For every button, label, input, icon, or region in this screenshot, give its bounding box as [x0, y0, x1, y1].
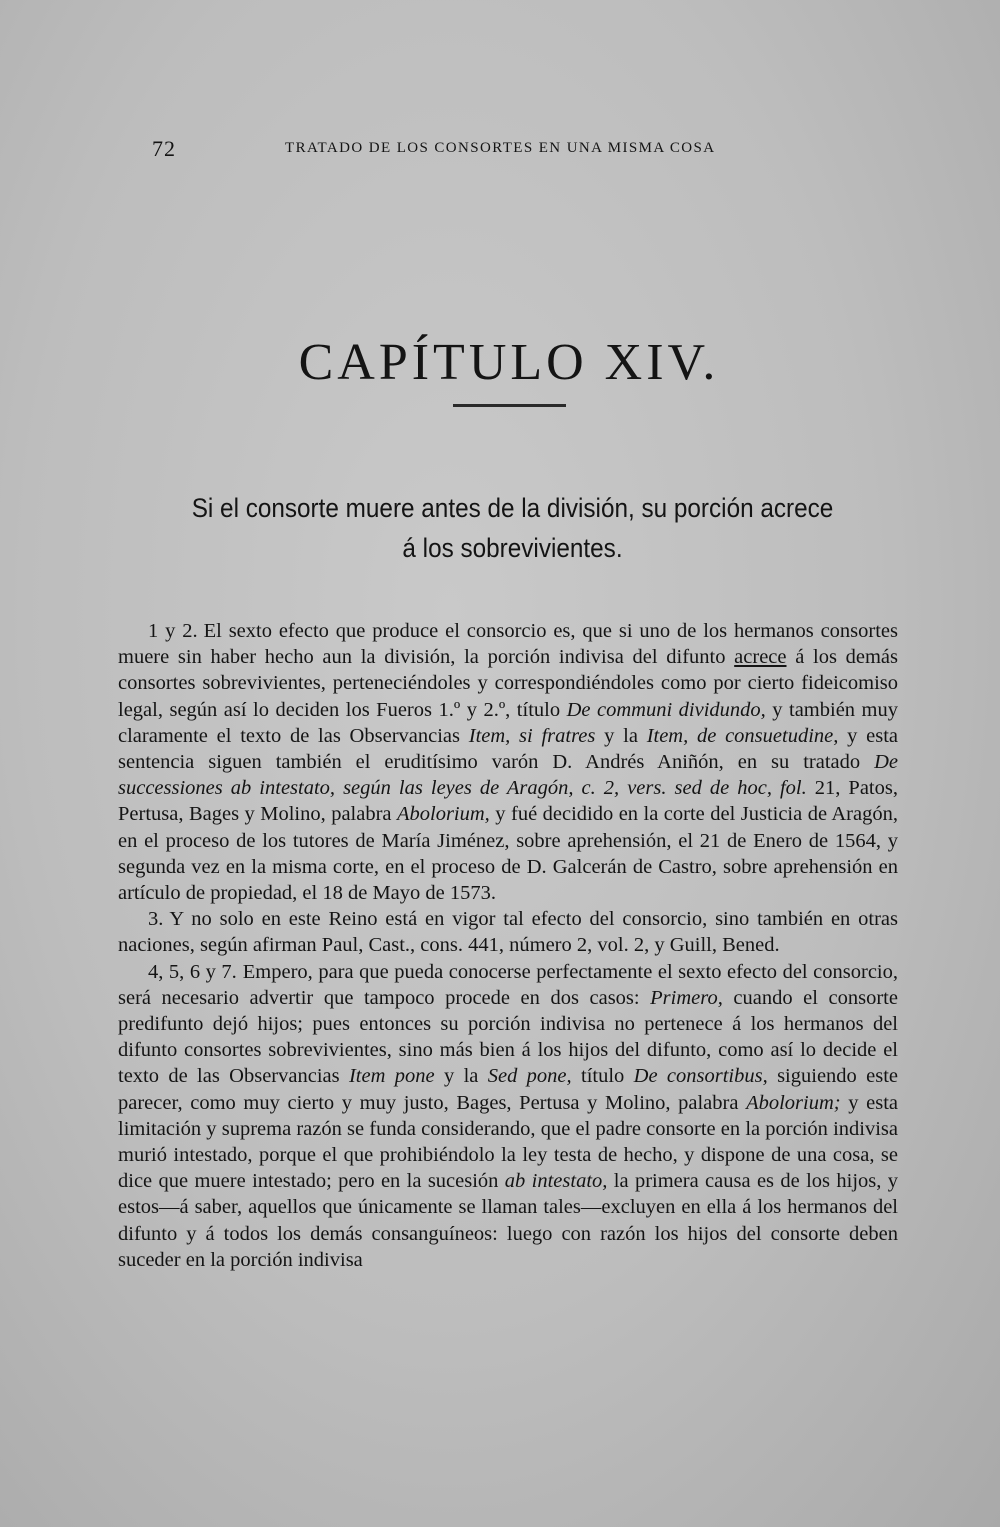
- italic-citation: Item, si fratres: [468, 724, 596, 747]
- italic-citation: Item, de consuetudine,: [646, 724, 839, 747]
- paragraph-text: y esta limitación y suprema razón se funda considerando, que el padre consorte en la porción indivisa murió intestado, porque el que prohibiéndolo la ley testa de hecho, y dispone de una cosa, se dice que muere intestado; pero en la sucesión: [118, 1091, 898, 1193]
- italic-citation: Sed pone,: [487, 1065, 572, 1088]
- body-text: [118, 618, 898, 1273]
- paragraph-text: la primera causa es de los hijos, y estos—á saber, aquellos que únicamente se llaman tales—excluyen en ella á los hermanos del difunto y á todos los demás consanguíneos: luego con razón los hijos del consorte deben suceder en la porción indivisa: [118, 1170, 899, 1271]
- paragraph-number: 1 y 2.: [148, 620, 198, 642]
- paragraph-text: Empero, para que pueda conocerse perfectamente el sexto efecto del consorcio, será necesario advertir que tampoco procede en dos casos:: [118, 960, 898, 1009]
- title-divider: [453, 404, 566, 407]
- running-title: TRATADO DE LOS CONSORTES EN UNA MISMA COSA: [285, 140, 716, 156]
- paragraph-text: y la: [434, 1065, 488, 1088]
- paragraph-text: cuando el consorte predifunto dejó hijos; pues entonces su porción indivisa no pertenece á los hermanos del difunto consortes sobrevivientes, sino más bien á los hijos del difunto, como así lo decide el texto de las Observancias: [118, 986, 898, 1088]
- italic-citation: De consortibus,: [633, 1065, 768, 1088]
- paragraph-text: á los demás consortes sobrevivientes, perteneciéndoles y correspondiéndoles como por cierto fideicomiso legal, según así lo deciden los Fueros 1.º y 2.º, título: [118, 646, 898, 721]
- italic-citation: Abolorium;: [746, 1091, 841, 1114]
- italic-citation: Abolorium,: [396, 803, 490, 826]
- paragraph: [118, 618, 898, 906]
- paragraph-text: siguiendo este parecer, como muy cierto y muy justo, Bages, Pertusa y Molino, palabra: [118, 1065, 899, 1114]
- paragraph-text: El sexto efecto que produce el consorcio es, que si uno de los hermanos consortes muere sin haber hecho aun la división, la porción indivisa del difunto: [118, 620, 899, 669]
- paragraph: [118, 959, 898, 1273]
- paragraph-text: y también muy claramente el texto de las Observancias: [118, 698, 898, 747]
- paragraph-text: título: [571, 1065, 634, 1088]
- italic-citation: De successiones ab intestato, según las leyes de Aragón, c. 2, vers. sed de hoc, fol.: [118, 751, 898, 800]
- chapter-title: CAPÍTULO XIV.: [298, 334, 720, 391]
- subtitle-line: Si el consorte muere antes de la división, su porción acrece: [191, 493, 834, 523]
- paragraph-number: 3.: [148, 908, 164, 931]
- paragraph-text: 21, Patos, Pertusa, Bages y Molino, palabra: [118, 777, 898, 826]
- paragraph-text: y esta sentencia siguen también el eruditísimo varón D. Andrés Aniñón, en su tratado: [118, 724, 899, 774]
- paragraph-text: acrece: [734, 646, 787, 669]
- paragraph-number: 4, 5, 6 y 7.: [148, 960, 237, 983]
- italic-citation: ab intestato,: [504, 1170, 608, 1193]
- italic-citation: De communi dividundo,: [566, 698, 766, 721]
- paragraph: [118, 906, 898, 958]
- paragraph-text: Y no solo en este Reino está en vigor tal efecto del consorcio, sino también en otras naciones, según afirman Paul, Cast., cons. 441, número 2, vol. 2, y Guill, Bened.: [118, 908, 898, 957]
- chapter-subtitle: [177, 488, 848, 568]
- page-number: 72: [152, 136, 176, 161]
- paragraph-text: y fué decidido en la corte del Justicia de Aragón, en el proceso de los tutores de María Jiménez, sobre aprehensión, el 21 de Enero de 1564, y segunda vez en la misma corte, en el proceso de D. Galcerán de Castro, sobre aprehensión en artículo de propiedad, el 18 de Mayo de 1573.: [118, 803, 898, 905]
- italic-citation: Primero,: [650, 986, 723, 1009]
- paragraph-text: y la: [595, 724, 647, 747]
- italic-citation: Item pone: [348, 1065, 435, 1088]
- subtitle-line: á los sobrevivientes.: [402, 533, 623, 563]
- running-header: [152, 136, 772, 166]
